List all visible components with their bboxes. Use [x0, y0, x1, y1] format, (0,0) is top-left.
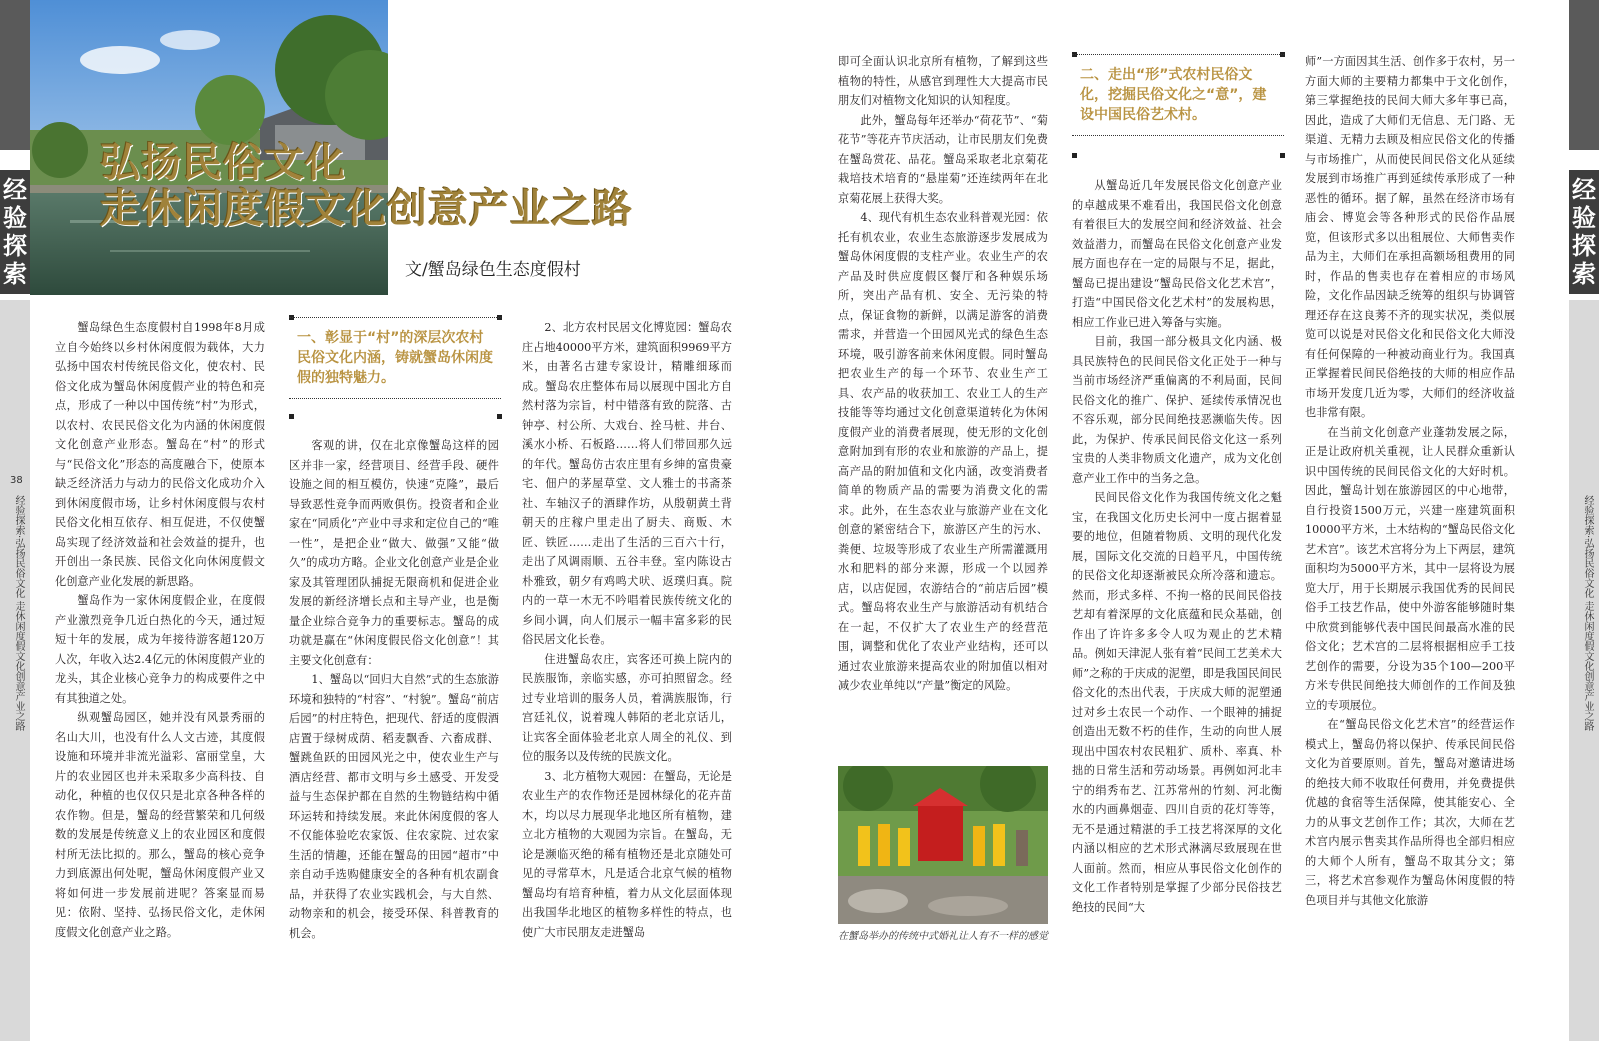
side-label-left: 经验探索: [0, 170, 30, 294]
wedding-photo: [838, 766, 1048, 924]
column-4: [838, 52, 1048, 696]
page-number-left: 38: [10, 475, 23, 486]
section-heading-2: 二、走出“形”式农村民俗文化，挖掘民俗文化之“意”，建设中国民俗艺术村。: [1072, 54, 1284, 136]
paragraph: 师”一方面因其生活、创作多于农村，另一方面大师的主要精力都集中于文化创作，第三掌握绝技的民间大师大多年事已高，因此，造成了大师们无信息、无门路、无渠道、无精力去顾及相应民俗文化的传播与市场推广，从而使民间民俗文化从延续发展到市场推广再到延续传承形成了一种恶性的循环。据了解，虽然在经济市场有庙会、博览会等各种形式的民俗作品展览，但该形式多以出租展位、大师售卖作品为主，大师们在承担高额场租费用的同时，作品的售卖也存在着相应的市场风险，文化作品因缺乏统筹的组织与协调管理还存在这良莠不齐的现实状况，类似展览可以说是对民俗文化和民俗文化大师没有任何保障的一种被动商业行为。我国真正掌握着民间民俗绝技的大师的相应作品市场开发度几近为零，大师们的经济收益也非常有限。: [1305, 55, 1515, 419]
paragraph: 纵观蟹岛园区，她并没有风景秀丽的名山大川，也没有什么人文古迹，其度假设施和环境并非流光溢彩、富丽堂皇，大片的农业园区也并未采取多少高科技、自动化，种植的也仅仅只是北京各种各样的农作物。但是，蟹岛的经营繁荣和几何级数的发展是传统意义上的农业园区和度假村所无法比拟的。那么，蟹岛的核心竞争力到底源出何处呢，蟹岛休闲度假产业又将如何进一步发展前进呢？答案显而易见：依附、坚持、弘扬民俗文化，走休闲度假文化创意产业之路。: [55, 711, 265, 939]
headline-line-1: 弘扬民俗文化: [100, 140, 346, 186]
side-running-title-left: 经验探索·弘扬民俗文化 走休闲度假文化创意产业之路: [13, 495, 24, 732]
paragraph: 此外，蟹岛每年还举办“荷花节”、“菊花节”等花卉节庆活动，让市民朋友们免费在蟹岛赏花、品花。蟹岛采取老北京菊花栽培技术培育的“悬崖菊”还连续两年在北京菊花展上获得大奖。: [838, 113, 1048, 205]
headline: [100, 140, 780, 232]
column-5: [1072, 176, 1282, 917]
right-side-tab: [1569, 0, 1599, 1041]
column-6: [1305, 52, 1515, 910]
section-heading-1: 一、彰显于“村”的深层次农村民俗文化内涵，铸就蟹岛休闲度假的独特魅力。: [289, 317, 501, 399]
column-2: [289, 436, 499, 943]
side-running-title-right: 经验探索·弘扬民俗文化 走休闲度假文化创意产业之路: [1582, 495, 1593, 732]
right-page: [800, 0, 1599, 1041]
paragraph: 即可全面认识北京所有植物，了解到这些植物的特性，从感官到理性大大提高市民朋友们对植物文化知识的认知程度。: [838, 55, 1048, 107]
paragraph: 客观的讲，仅在北京像蟹岛这样的园区并非一家，经营项目、经营手段、硬件设施之间的相互模仿，快速“克隆”，最后导致恶性竞争而两败俱伤。投资者和企业家在“同质化”产业中寻求和定位自己的“唯一性”，是把企业“做大、做强”又能“做久”的成功方略。企业文化创意产业是企业家及其管理团队捕捉无限商机和促进企业发展的新经济增长点和主导产业，也是衡量企业综合竞争力的重要标志。蟹岛的成功就是赢在“休闲度假民俗文化创意”！其主要文化创意有：: [289, 439, 499, 667]
paragraph: 住进蟹岛农庄，宾客还可换上院内的民族服饰，亲临实感，亦可拍照留念。经过专业培训的服务人员，着满族服饰，行宫廷礼仪，说着瑰人韩陌的老北京话儿，让宾客全面体验老北京人周全的礼仪、到位的服务以及传统的民族文化。: [522, 652, 732, 763]
paragraph: 蟹岛绿色生态度假村自1998年8月成立自今始终以乡村休闲度假为载体，大力弘扬中国农村传统民俗文化，使农村、民俗文化成为蟹岛休闲度假产业的特色和亮点，形成了一种以中国传统“村”为形式，以农村、农民民俗文化为内涵的休闲度假文化创意产业形态。蟹岛在“村”的形式与“民俗文化”形态的高度融合下，使原本缺乏经济活力与动力的民俗文化成功介入到休闲度假市场，让乡村休闲度假与农村民俗文化相互依存、相互促进，不仅使蟹岛实现了经济效益和社会效益的提升，也开创出一条民族、民俗文化向休闲度假文化创意产业化发展的新思路。: [55, 321, 265, 588]
side-label-right: 经验探索: [1569, 170, 1599, 294]
column-3: [522, 318, 732, 942]
paragraph: 4、现代有机生态农业科普观光园：依托有机农业，农业生态旅游逐步发展成为蟹岛休闲度假的支柱产业。农业生产的农产品及时供应度假区餐厅和各种娱乐场所，突出产品有机、安全、无污染的特点，保证食物的新鲜，以满足游客的消费需求，并营造一个田园风光式的绿色生态环境，吸引游客前来休闲度假。同时蟹岛把农业生产的每一个环节、农业生产工具、农产品的收获加工、农业工人的生产技能等等均通过文化创意渠道转化为休闲度假产业的消费者展现，使无形的文化创意附加到有形的农业和旅游的产品上，提高产品的附加值和文化内涵，改变消费者简单的物质产品的需要为消费文化的需求。此外，在生态农业与旅游产业在文化创意的紧密结合下，旅游区产生的污水、粪便、垃圾等形成了农业生产所需灌溉用水和肥料的部分来源，形成一个以园养店，以店促园，农游结合的“前店后园”模式。蟹岛将农业生产与旅游活动有机结合在一起，不仅扩大了农业生产的经营范围，调整和优化了农业产业结构，还可以通过农业旅游来提高农业的附加值以相对减少农业单纯以“产量”衡定的风险。: [838, 211, 1048, 692]
byline: 文/蟹岛绿色生态度假村: [405, 260, 581, 280]
paragraph: 2、北方农村民居文化博览园：蟹岛农庄占地40000平方米，建筑面积9969平方米，由著名古建专家设计，精雕细琢而成。蟹岛农庄整体布局以展现中国北方自然村落为宗旨，村中错落有致的院落、古钟亭、村公所、大戏台、拴马桩、井台、溪水小桥、石板路……将人们带回那久远的年代。蟹岛仿古农庄里有乡绅的富贵豪宅、佃户的茅屋草堂、文人雅士的书斋茶社、车轴汉子的酒肆作坊，从殷朝黄土背朝天的庄稼户里走出了厨夫、商贩、木匠、铁匠……走出了生活的三百六十行，走出了风调雨顺、五谷丰登。室内陈设古朴雅致，朝夕有鸡鸣犬吠、返璞归真。院内的一草一木无不吟唱着民族传统文化的乡间小调，向人们展示一幅丰富多彩的民俗民居文化长卷。: [522, 321, 732, 646]
left-side-tab: [0, 0, 30, 1041]
paragraph: 1、蟹岛以“回归大自然”式的生态旅游环境和独特的“村容”、“村貌”。蟹岛“前店后园”的村庄特色，把现代、舒适的度假酒店置于绿树成荫、稻麦飘香、六畜成群、蟹跳鱼跃的田园风光之中，使农业生产与酒店经营、都市文明与乡土感受、开发受益与生态保护都在自然的生物链结构中循环运转和持续发展。来此休闲度假的客人不仅能体验吃农家饭、住农家院、过农家生活的情趣，还能在蟹岛的田园“超市”中亲自动手选购健康安全的各种有机农副食品，并获得了农业实践机会，与大自然、动物亲和的机会，接受环保、科普教育的机会。: [289, 673, 499, 940]
paragraph: 在当前文化创意产业蓬勃发展之际，正是让政府机关重视，让人民群众重新认识中国传统的民间民俗文化的大好时机。因此，蟹岛计划在旅游园区的中心地带，自行投资1500万元，兴建一座建筑面积10000平方米，土木结构的“蟹岛民俗文化艺术宫”。该艺术宫将分为上下两层，建筑面积均为5000平方米，其中一层将设为展览大厅，用于长期展示我国优秀的民间民俗手工技艺作品，使中外游客能够随时集中欣赏到能够代表中国民间最高水准的民俗文化；艺术宫的二层将根据相应手工技艺创作的需要，分设为35个100—200平方米专供民间绝技大师创作的工作间及独立的专项展位。: [1305, 425, 1515, 712]
paragraph: 3、北方植物大观园：在蟹岛，无论是农业生产的农作物还是园林绿化的花卉苗木，均以尽力展现华北地区所有植物，建立北方植物的大观园为宗旨。在蟹岛，无论是濒临灭绝的稀有植物还是北京随处可见的寻常草木，凡是适合北京气候的植物蟹岛均有培育种植，着力从文化层面体现出我国华北地区的植物多样性的特点，也使广大市民朋友走进蟹岛: [522, 769, 732, 939]
paragraph: 蟹岛作为一家休闲度假企业，在度假产业激烈竞争几近白热化的今天，通过短短十年的发展，成为年接待游客超120万人次，年收入达2.4亿元的休闲度假产业的龙头，其企业核心竞争力的构成要件之中有其独道之处。: [55, 594, 265, 705]
paragraph: 从蟹岛近几年发展民俗文化创意产业的卓越成果不难看出，我国民俗文化创意有着很巨大的发展空间和经济效益、社会效益潜力，而蟹岛在民俗文化创意产业发展方面也存在一定的局限与不足，据此，蟹岛已提出建设“蟹岛民俗文化艺术宫”，打造“中国民俗文化艺术村”的发展构思，相应工作业已进入筹备与实施。: [1072, 179, 1282, 329]
column-1: [55, 318, 265, 942]
paragraph: 目前，我国一部分极具文化内涵、极具民族特色的民间民俗文化正处于一种与当前市场经济严重偏离的不利局面，民间民俗文化的推广、保护、延续传承情况也不容乐观，部分民间绝技恶濒临失传。因此，为保护、传承民间民俗文化这一系列宝贵的人类非物质文化遗产，成为文化创意产业工作中的当务之急。: [1072, 335, 1282, 485]
paragraph: 在“蟹岛民俗文化艺术宫”的经营运作模式上，蟹岛仍将以保护、传承民间民俗文化为首要原则。首先，蟹岛对邀请进场的绝技大师不收取任何费用，并免费提供优越的食宿等生活保障，使其能安心、全力的从事文艺创作工作；其次，大师在艺术宫内展示售卖其作品所得也全部归相应的大师个人所有，蟹岛不取其分文；第三，将艺术宫参观作为蟹岛休闲度假的特色项目并与其他文化旅游: [1305, 718, 1515, 907]
photo-caption: 在蟹岛举办的传统中式婚礼让人有不一样的感觉: [838, 931, 1048, 942]
left-page: [0, 0, 799, 1041]
headline-line-2: 走休闲度假文化创意产业之路: [100, 186, 633, 232]
paragraph: 民间民俗文化作为我国传统文化之魁宝，在我国文化历史长河中一度占据着显要的地位，但随着物质、文明的现代化发展，国际文化交流的日趋平凡，中国传统的民俗文化却逐渐被民众所冷落和遗忘。然而，形式多样、不拘一格的民间民俗技艺却有着深厚的文化底蕴和民众基础，创作出了许许多多令人叹为观止的艺术精品。例如天津泥人张有着“民间工艺美术大师”之称的于庆成的泥塑，即是我国民间民俗文化的杰出代表，于庆成大师的泥塑通过对乡土农民一个动作、一个眼神的捕捉创造出无数不朽的佳作，生动的向世人展现出中国农村农民粗犷、质朴、率真、朴拙的日常生活和劳动场景。再例如河北丰宁的绢秀布艺、江苏常州的竹刻、河北衡水的内画鼻烟壶、四川自贡的花灯等等，无不是通过精湛的手工技艺将深厚的文化内涵以相应的艺术形式淋漓尽致展现在世人面前。然而，相应从事民俗文化创作的文化工作者特别是掌握了少部分民俗技艺绝技的民间“大: [1072, 491, 1282, 914]
